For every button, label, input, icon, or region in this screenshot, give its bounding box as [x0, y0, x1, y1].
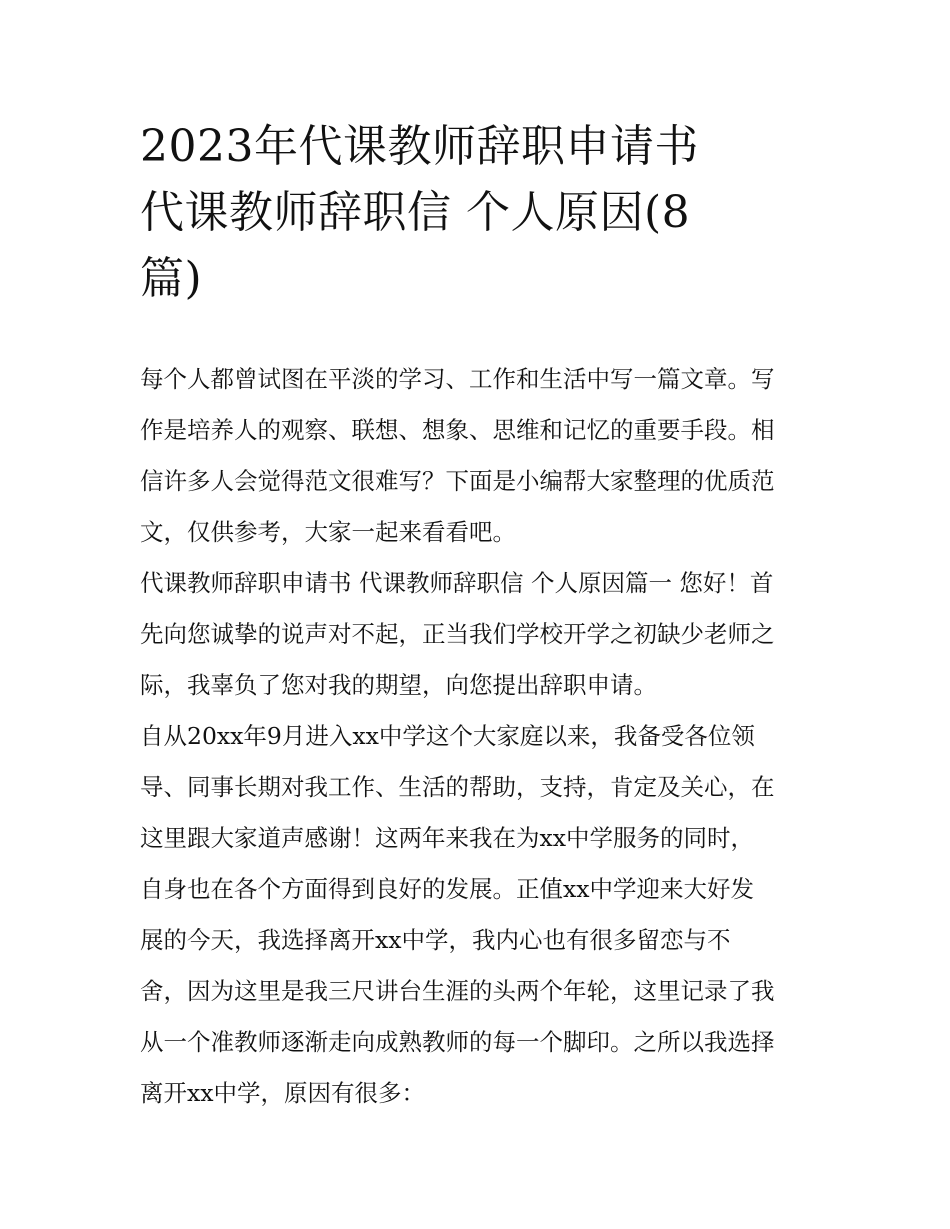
body-line: 自从20xx年9月进入xx中学这个大家庭以来，我备受各位领: [140, 722, 755, 750]
body-line: 这里跟大家道声感谢！这两年来我在为xx中学服务的同时，: [140, 824, 755, 852]
body-line: 代课教师辞职申请书 代课教师辞职信 个人原因篇一 您好！首: [140, 569, 774, 597]
document-body: [140, 354, 820, 1119]
title-line: 代课教师辞职信 个人原因(8: [140, 187, 691, 238]
body-line: 作是培养人的观察、联想、想象、思维和记忆的重要手段。相: [140, 416, 775, 444]
body-line: 自身也在各个方面得到良好的发展。正值xx中学迎来大好发: [140, 875, 755, 903]
title-line: 篇): [140, 253, 203, 304]
body-line: 每个人都曾试图在平淡的学习、工作和生活中写一篇文章。写: [140, 365, 775, 393]
document-title: [140, 114, 780, 312]
body-line: 舍，因为这里是我三尺讲台生涯的头两个年轮，这里记录了我: [140, 977, 775, 1005]
body-line: 展的今天，我选择离开xx中学，我内心也有很多留恋与不: [140, 926, 731, 954]
body-line: 导、同事长期对我工作、生活的帮助，支持，肯定及关心，在: [140, 773, 775, 801]
body-line: 从一个准教师逐渐走向成熟教师的每一个脚印。之所以我选择: [140, 1028, 775, 1056]
body-line: 际，我辜负了您对我的期望，向您提出辞职申请。: [140, 671, 657, 699]
body-line: 先向您诚挚的说声对不起，正当我们学校开学之初缺少老师之: [140, 620, 775, 648]
body-line: 离开xx中学，原因有很多：: [140, 1079, 426, 1107]
body-line: 信许多人会觉得范文很难写？下面是小编帮大家整理的优质范: [140, 467, 775, 495]
title-line: 2023年代课教师辞职申请书: [140, 121, 699, 172]
body-line: 文，仅供参考，大家一起来看看吧。: [140, 518, 516, 546]
